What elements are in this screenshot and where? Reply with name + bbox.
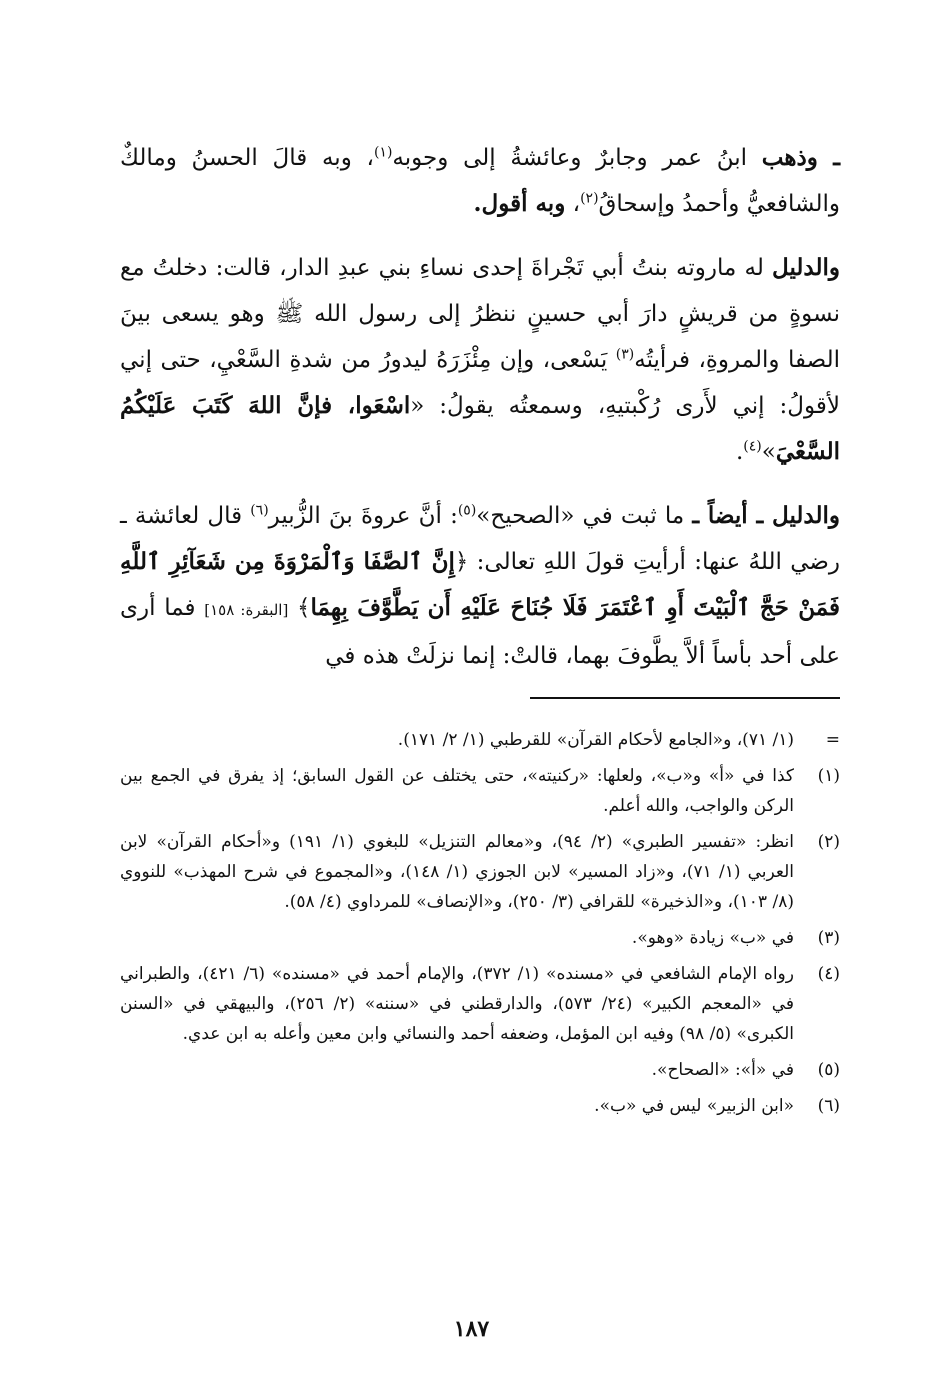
footnote-number: (٣): [817, 928, 840, 948]
footnote-item: [120, 1055, 840, 1085]
footnote-number: (٤): [817, 964, 840, 984]
footnote-item: [120, 827, 840, 917]
footnote-text: في «ب» زيادة «وهو».: [631, 928, 794, 948]
footnote-text: رواه الإمام الشافعي في «مسنده» (١/ ٣٧٢)، والإمام أحمد في «مسنده» (٦/ ٤٢١)، والطبراني في «المعجم الكبير» (٢٤/ ٥٧٣)، والدارقطني في «سننه» (٢/ ٢٥٦)، والبيهقي في «السنن الكبرى» (٥/ ٩٨) وفيه ابن المؤمل، وضعفه أحمد والنسائي وابن معين وأعله به ابن عدي.: [120, 964, 795, 1044]
hadith-quote: اسْعَوا، فإنَّ اللهَ كَتَبَ عَلَيْكُمُ السَّعْيَ: [120, 392, 840, 465]
paragraph-3: [120, 493, 840, 679]
page-number: ١٨٧: [453, 1316, 490, 1342]
footnote-marker: (١): [373, 144, 393, 161]
verse-reference: [البقرة: ١٥٨]: [204, 601, 289, 619]
footnote-text: انظر: «تفسير الطبري» (٢/ ٩٤)، و«معالم التنزيل» للبغوي (١/ ١٩١) و«أحكام القرآن» لابن العربي (١/ ٧١)، و«زاد المسير» لابن الجوزي (١/ ١٤٨)، و«المجموع في شرح المهذب» للنووي (٨/ ١٠٣)، و«الذخيرة» للقرافي (٣/ ٢٥٠)، و«الإنصاف» للمرداوي (٤/ ٥٨).: [120, 832, 795, 912]
footnote-item: [120, 959, 840, 1049]
main-text: [120, 135, 840, 679]
footnote-number: =: [825, 730, 840, 750]
paragraph-text: .: [735, 439, 744, 465]
footnote-item: [120, 725, 840, 755]
paragraph-text: ﴾: [288, 595, 311, 621]
footnote-text: «ابن الزبير» ليس في «ب».: [594, 1096, 794, 1116]
paragraph-text: ، وبه قالَ الحسنُ ومالكٌ والشافعيُّ وأحمدُ وإسحاقُ: [120, 145, 840, 217]
lead-phrase: ـ وذهب: [761, 144, 840, 171]
footnote-number: (٢): [817, 832, 840, 852]
footnote-number: (٦): [817, 1096, 840, 1116]
paragraph-1: [120, 135, 840, 227]
footnote-text: (١/ ٧١)، و«الجامع لأحكام القرآن» للقرطبي (١/ ٢/ ١٧١).: [397, 730, 794, 750]
paragraph-text: ،: [565, 191, 581, 217]
footnote-item: [120, 761, 840, 821]
paragraph-text: : أنَّ عروةَ بنَ الزُّبير: [268, 503, 458, 529]
footnote-marker: (٢): [580, 190, 599, 207]
footnote-divider: [530, 697, 840, 699]
lead-phrase: والدليل: [772, 254, 840, 281]
paragraph-text: فما أرى على أحد بأساً ألاَّ يطَّوفَ بهما، قالتْ: إنما نزلَتْ هذه في: [120, 595, 840, 669]
paragraph-text: له ماروته بنتُ أبي تَجْراةَ إحدى نساءِ بني عبدِ الدار، قالت: دخلتُ مع نسوةٍ من قريشٍ دارَ أبي حسينٍ ننظرُ إلى رسول الله ﷺ وهو يسعى بينَ الصفا والمروةِ، فرأيتُه: [120, 255, 840, 373]
paragraph-text: »: [761, 439, 776, 465]
quran-verse: إِنَّ ٱلصَّفَا وَٱلْمَرْوَةَ مِن شَعَآئِرِ ٱللَّهِ فَمَنْ حَجَّ ٱلْبَيْتَ أَوِ ٱعْتَمَرَ فَلَا جُنَاحَ عَلَيْهِ أَن يَطَّوَّفَ بِهِمَا: [120, 548, 841, 621]
lead-phrase: والدليل ـ أيضاً ـ: [692, 502, 840, 529]
paragraph-text: ابنُ عمر وجابرٌ وعائشةُ إلى وجوبه: [392, 145, 762, 171]
footnote-text: كذا في «أ» و«ب»، ولعلها: «ركنيته»، حتى يختلف عن القول السابق؛ إذ يفرق في الجمع بين الركن والواجب، والله أعلم.: [120, 766, 794, 816]
footnote-marker: (٥): [457, 502, 477, 519]
page-body: [120, 135, 840, 1127]
footnote-text: في «أ»: «الصحاح».: [651, 1060, 794, 1080]
footnote-marker: (٤): [743, 438, 762, 455]
footnote-item: [120, 923, 840, 953]
footnote-item: [120, 1091, 840, 1121]
footnote-marker: (٣): [615, 346, 635, 363]
paragraph-text: قال لعائشة ـ رضي اللهُ عنها: أرأيتِ قولَ اللهِ تعالى: ﴿: [120, 503, 840, 575]
paragraph-2: [120, 245, 840, 475]
footnotes: [120, 725, 840, 1121]
paragraph-text: ما ثبت في «الصحيح»: [476, 503, 693, 529]
author-opinion: وبه أقول.: [473, 190, 566, 217]
footnote-marker: (٦): [250, 502, 269, 519]
paragraph-text: يَسْعى، وإن مِئْزَرَهُ ليدورُ من شدةِ السَّعْيِ، حتى إني لأقولُ: إني لأَرى رُكْبتيهِ، وسمعتُه يقولُ: «: [120, 347, 840, 419]
footnote-number: (٥): [817, 1060, 840, 1080]
footnote-number: (١): [817, 766, 840, 786]
